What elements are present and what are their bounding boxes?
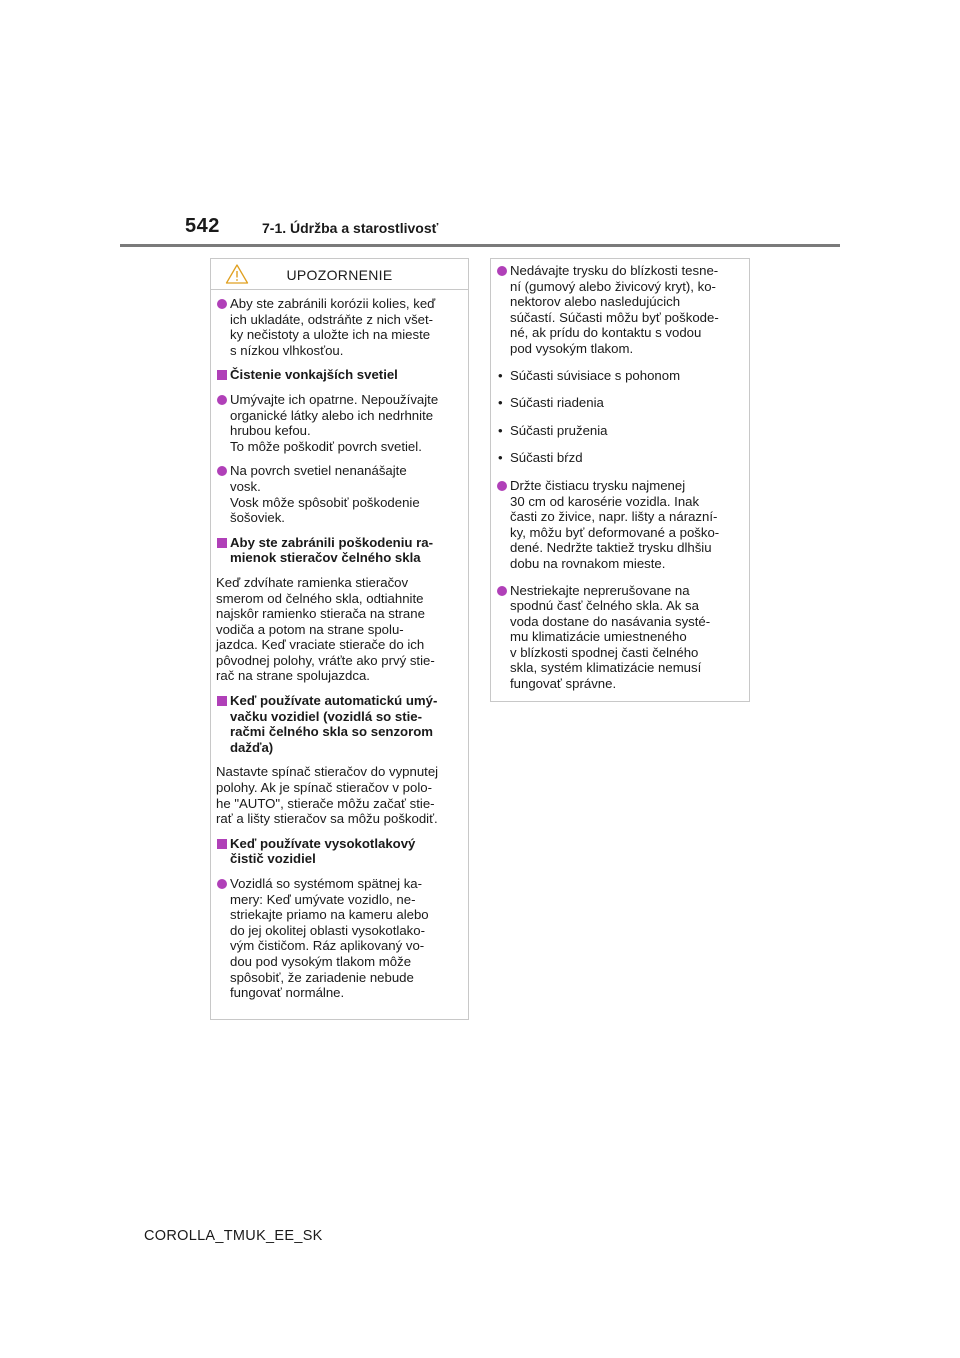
bullet-text: Nedávajte trysku do blízkosti tesne- ní (gumový alebo živicový kryt), ko- nektorov alebo nasledujúcich súčastí. Súčasti môžu byť poškode- né, ak prídu do kontaktu s vodou pod vysokým tlakom. <box>510 263 719 356</box>
subheading <box>216 535 458 566</box>
sub-bullet-icon: • <box>498 450 503 466</box>
subheading-text: Keď používate vysokotlakový čistič vozidiel <box>230 835 416 867</box>
bullet-item <box>216 463 458 525</box>
paragraph <box>216 575 458 684</box>
square-bullet-icon <box>217 696 227 706</box>
sub-list-item-text: Súčasti pruženia <box>510 422 608 438</box>
subheading <box>216 367 458 383</box>
sub-list-item <box>496 450 739 466</box>
sub-list-item-text: Súčasti riadenia <box>510 395 604 411</box>
caution-header <box>211 261 468 290</box>
subheading-text: Čistenie vonkajších svetiel <box>230 367 398 383</box>
header-rule <box>120 244 840 247</box>
bullet-item <box>496 583 739 692</box>
sub-bullet-icon: • <box>498 367 503 383</box>
square-bullet-icon <box>217 370 227 380</box>
sub-list-item <box>496 423 739 439</box>
bullet-text: Umývajte ich opatrne. Nepoužívajte organické látky alebo ich nedrhnite hrubou kefou. To môže poškodiť povrch svetiel. <box>230 391 439 454</box>
footer-code: COROLLA_TMUK_EE_SK <box>144 1228 323 1244</box>
subheading-text: Aby ste zabránili poškodeniu ra- mienok stieračov čelného skla <box>230 534 433 566</box>
square-bullet-icon <box>217 839 227 849</box>
bullet-item <box>496 478 739 572</box>
bullet-item <box>496 263 739 357</box>
bullet-text: Nestriekajte neprerušovane na spodnú časť čelného skla. Ak sa voda dostane do nasávania systé- mu klimatizácie umiestneného v blízkosti spodnej časti čelného skla, systém klimatizácie nemusí fungovať správne. <box>510 582 711 692</box>
warning-triangle-icon <box>225 263 249 285</box>
bullet-item <box>216 392 458 454</box>
section-title: 7-1. Údržba a starostlivosť <box>262 220 439 236</box>
bullet-text: Na povrch svetiel nenanášajte vosk. Vosk môže spôsobiť poškodenie šošoviek. <box>230 463 420 526</box>
left-column-content <box>216 296 458 1001</box>
sub-bullet-icon: • <box>498 422 503 438</box>
round-bullet-icon <box>217 299 227 309</box>
round-bullet-icon <box>497 481 507 491</box>
right-column-content <box>496 259 739 692</box>
caution-box-right <box>490 258 750 702</box>
page-number: 542 <box>185 215 220 237</box>
sub-list-item <box>496 395 739 411</box>
round-bullet-icon <box>497 586 507 596</box>
bullet-item <box>216 296 458 358</box>
round-bullet-icon <box>217 395 227 405</box>
round-bullet-icon <box>217 466 227 476</box>
square-bullet-icon <box>217 538 227 548</box>
subheading-text: Keď používate automatickú umý- vačku vozidiel (vozidlá so stie- račmi čelného skla so senzorom dažďa) <box>230 693 438 755</box>
subheading <box>216 693 458 755</box>
caution-title: UPOZORNENIE <box>286 267 393 283</box>
round-bullet-icon <box>217 879 227 889</box>
paragraph <box>216 764 458 826</box>
bullet-item <box>216 876 458 1001</box>
subheading <box>216 836 458 867</box>
paragraph-text: Nastavte spínač stieračov do vypnutej polohy. Ak je spínač stieračov v polo- he "AUTO", stierače môžu začať stie- rať a lišty stieračov sa môžu poškodiť. <box>216 764 439 827</box>
bullet-text: Vozidlá so systémom spätnej ka- mery: Keď umývate vozidlo, ne- striekajte priamo na kameru alebo do jej okolitej oblasti vysokotlako- vým čističom. Ráz aplikovaný vo- dou pod vysokým tlakom môže spôsobiť, že zariadenie nebude fungovať normálne. <box>230 876 429 1001</box>
sub-list-item-text: Súčasti bŕzd <box>510 450 583 466</box>
sub-list-item-text: Súčasti súvisiace s pohonom <box>510 367 681 383</box>
sub-list-item <box>496 368 739 384</box>
caution-box-left <box>210 258 469 1020</box>
bullet-text: Držte čistiacu trysku najmenej 30 cm od karosérie vozidla. Inak časti zo živice, napr. lišty a nárazní- ky, môžu byť deformované a poško- dené. Nedržte taktiež trysku dlhšiu dobu na rovnakom mieste. <box>510 477 720 571</box>
paragraph-text: Keď zdvíhate ramienka stieračov smerom od čelného skla, odtiahnite najskôr ramienko stierača na strane vodiča a potom na strane spolu- jazdca. Keď vraciate stierače do ich pôvodnej polohy, vráťte ako prvý stie- rač na strane spolujazdca. <box>216 574 435 684</box>
round-bullet-icon <box>497 266 507 276</box>
bullet-text: Aby ste zabránili korózii kolies, keď ich ukladáte, odstráňte z nich všet- ky nečistoty a uložte ich na mieste s nízkou vlhkosťou. <box>230 296 436 358</box>
sub-bullet-icon: • <box>498 395 503 411</box>
